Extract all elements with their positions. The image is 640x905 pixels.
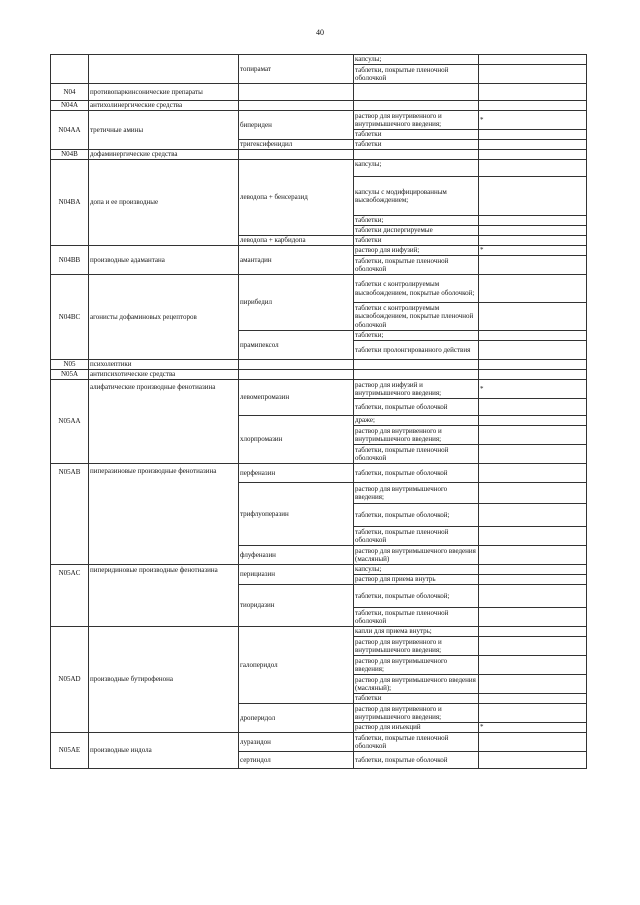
dosage-form: капсулы; [354, 55, 479, 65]
atc-group: производные индола [89, 733, 239, 769]
atc-code: N04BA [51, 160, 89, 246]
drug-name: прамипексол [239, 331, 354, 360]
atc-group: антихолинергические средства [89, 101, 239, 111]
atc-group: производные адамантана [89, 246, 239, 275]
table-row [51, 464, 587, 483]
table-row [51, 733, 587, 752]
dosage-form: раствор для внутривенного и внутримышечного введения; [354, 111, 479, 130]
atc-group: пиперазиновые производные фенотиазина [89, 464, 239, 565]
page-number: 40 [316, 28, 324, 37]
dosage-form: раствор для внутривенного и внутримышечного введения; [354, 426, 479, 445]
dosage-form: капли для приема внутрь; [354, 627, 479, 637]
drug-name: хлорпромазин [239, 416, 354, 464]
atc-group: психолептики [89, 360, 239, 370]
dosage-form: раствор для инфузий и внутримышечного введения; [354, 380, 479, 399]
dosage-form: таблетки [354, 694, 479, 704]
atc-group: допа и ее производные [89, 160, 239, 246]
drug-name: перициазин [239, 565, 354, 585]
atc-group: третичные амины [89, 111, 239, 150]
drug-name: дроперидол [239, 704, 354, 733]
table-row [51, 160, 587, 177]
table-row [51, 101, 587, 111]
dosage-form: таблетки пролонгированного действия [354, 341, 479, 360]
atc-code: N04BB [51, 246, 89, 275]
mark: * [479, 246, 587, 256]
dosage-form: раствор для инъекций [354, 723, 479, 733]
dosage-form: таблетки, покрытые оболочкой [354, 464, 479, 483]
dosage-form: таблетки, покрытые пленочной оболочкой [354, 608, 479, 627]
table-row [51, 275, 587, 303]
dosage-form: драже; [354, 416, 479, 426]
drug-name: левомепромазин [239, 380, 354, 416]
mark: * [479, 380, 587, 399]
atc-code: N05AB [51, 464, 89, 565]
drug-name: тиоридазин [239, 585, 354, 627]
atc-group: противопаркинсонические препараты [89, 84, 239, 101]
drug-name: флуфеназин [239, 546, 354, 565]
drug-name: леводопа + бенсеразид [239, 160, 354, 236]
atc-group: пиперидиновые производные фенотиазина [89, 565, 239, 627]
drug-name: перфеназин [239, 464, 354, 483]
atc-group: алифатические производные фенотиазина [89, 380, 239, 464]
atc-code: N05AE [51, 733, 89, 769]
dosage-form: раствор для внутримышечного введения (масляный); [354, 675, 479, 694]
drug-name: луразидон [239, 733, 354, 752]
atc-code: N05A [51, 370, 89, 380]
dosage-form: таблетки, покрытые оболочкой [354, 399, 479, 416]
dosage-form: таблетки диспергируемые [354, 226, 479, 236]
dosage-form: таблетки с контролируемым высвобождением, покрытые оболочкой; [354, 275, 479, 303]
dosage-form: таблетки, покрытые пленочной оболочкой [354, 65, 479, 84]
dosage-form: таблетки; [354, 216, 479, 226]
drug-name: галоперидол [239, 627, 354, 704]
dosage-form: капсулы с модифицированным высвобождением; [354, 177, 479, 216]
table-row [51, 150, 587, 160]
dosage-form: таблетки, покрытые пленочной оболочкой [354, 527, 479, 546]
dosage-form: капсулы; [354, 160, 479, 177]
atc-code: N04B [51, 150, 89, 160]
atc-group: производные бутирофенона [89, 627, 239, 733]
dosage-form: таблетки [354, 130, 479, 140]
dosage-form: таблетки [354, 236, 479, 246]
table-row [51, 380, 587, 399]
drug-name: пирибедил [239, 275, 354, 331]
dosage-form: раствор для приема внутрь [354, 575, 479, 585]
table-row [51, 627, 587, 637]
table-row [51, 360, 587, 370]
atc-code: N05AD [51, 627, 89, 733]
drug-name: тригексифенидил [239, 140, 354, 150]
dosage-form: раствор для внутримышечного введения (масляный) [354, 546, 479, 565]
dosage-form: капсулы; [354, 565, 479, 575]
atc-code: N05AA [51, 380, 89, 464]
dosage-form: раствор для внутривенного и внутримышечного введения; [354, 637, 479, 656]
dosage-form: раствор для внутривенного и внутримышечного введения; [354, 704, 479, 723]
atc-group: дофаминергические средства [89, 150, 239, 160]
dosage-form: таблетки, покрытые оболочкой; [354, 504, 479, 527]
dosage-form: таблетки, покрытые оболочкой; [354, 585, 479, 608]
table-row [51, 565, 587, 575]
drug-name: леводопа + карбидопа [239, 236, 354, 246]
table-row [51, 246, 587, 256]
dosage-form: таблетки с контролируемым высвобождением, покрытые пленочной оболочкой [354, 303, 479, 331]
drug-name: топирамат [239, 55, 354, 84]
atc-code: N05AC [51, 565, 89, 627]
table-row [51, 370, 587, 380]
dosage-form: раствор для внутримышечного введения; [354, 483, 479, 504]
atc-code: N04 [51, 84, 89, 101]
drug-name: сертиндол [239, 752, 354, 769]
atc-code: N04AA [51, 111, 89, 150]
drug-name: амантадин [239, 246, 354, 275]
dosage-form: таблетки, покрытые оболочкой [354, 752, 479, 769]
table-row [51, 55, 587, 65]
drug-table [50, 54, 587, 769]
atc-code: N04BC [51, 275, 89, 360]
mark: * [479, 723, 587, 733]
dosage-form: таблетки, покрытые пленочной оболочкой [354, 256, 479, 275]
dosage-form: таблетки, покрытые пленочной оболочкой [354, 733, 479, 752]
atc-group: агонисты дофаминовых рецепторов [89, 275, 239, 360]
atc-code: N05 [51, 360, 89, 370]
table-row [51, 84, 587, 101]
drug-name: трифлуоперазин [239, 483, 354, 546]
mark: * [479, 111, 587, 130]
dosage-form: раствор для инфузий; [354, 246, 479, 256]
drug-name: бипериден [239, 111, 354, 140]
table-row [51, 111, 587, 130]
dosage-form: таблетки; [354, 331, 479, 341]
atc-group: антипсихотические средства [89, 370, 239, 380]
dosage-form: таблетки, покрытые пленочной оболочкой [354, 445, 479, 464]
atc-code: N04A [51, 101, 89, 111]
dosage-form: таблетки [354, 140, 479, 150]
dosage-form: раствор для внутримышечного введения; [354, 656, 479, 675]
